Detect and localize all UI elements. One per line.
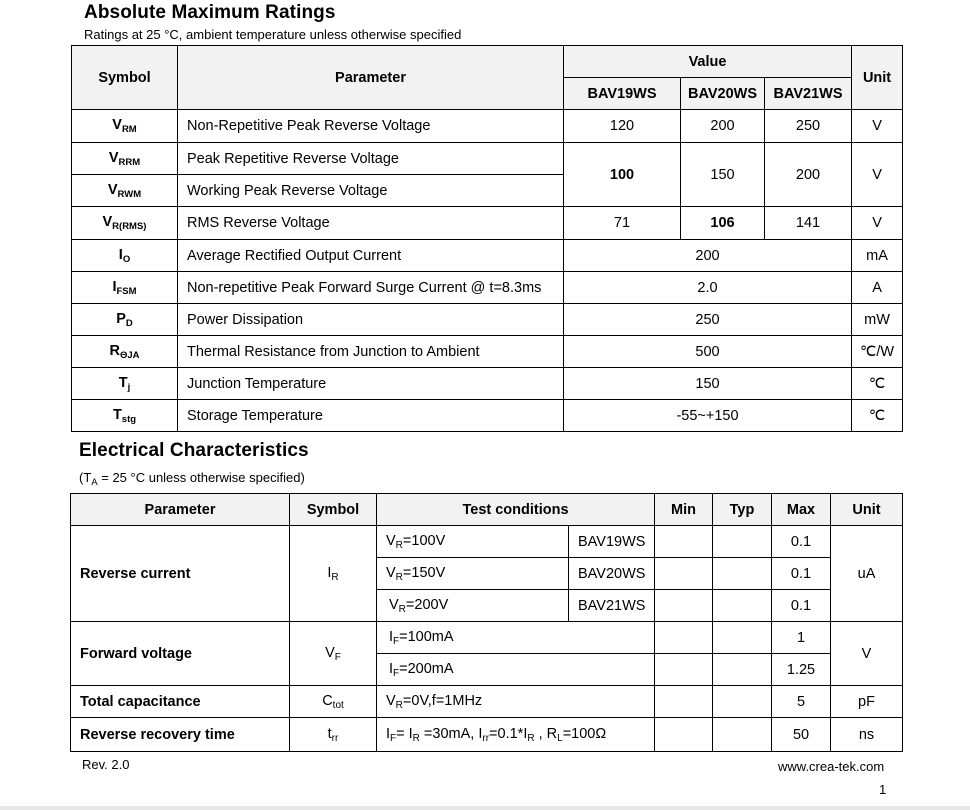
amr-header-variant: BAV19WS (564, 78, 681, 110)
ec-subtitle: ($T_A = 25$ °C unless otherwise specified) (79, 470, 305, 488)
value-cell: 250 (765, 110, 852, 143)
value-cell: 2.0 (564, 272, 852, 304)
parameter-cell: Power Dissipation (178, 304, 564, 336)
unit-cell: uA (831, 526, 903, 622)
condition-cell: $I_F= I_R =30mA$, $I_{rr}=0.1*I_R$ , $R_L=100\Omega$ (377, 718, 655, 752)
unit-cell: A (852, 272, 903, 304)
value-cell: 150 (681, 143, 765, 207)
symbol-cell: $V_F$ (290, 622, 377, 686)
ec-header-parameter: Parameter (71, 494, 290, 526)
unit-cell: V (852, 207, 903, 240)
amr-title: Absolute Maximum Ratings (84, 2, 336, 23)
parameter-cell: Forward voltage (71, 622, 290, 686)
amr-table (71, 45, 903, 432)
amr-header-symbol: Symbol (72, 46, 178, 110)
min-cell (655, 654, 713, 686)
symbol-cell: $V_{R(RMS)}$ (72, 207, 178, 240)
parameter-cell: Average Rectified Output Current (178, 240, 564, 272)
amr-row (72, 207, 903, 240)
value-cell: 100 (564, 143, 681, 207)
max-cell: 5 (772, 686, 831, 718)
unit-cell: ns (831, 718, 903, 752)
condition-cell: $V_R=0V,f=1MHz$ (377, 686, 655, 718)
typ-cell (713, 590, 772, 622)
condition-cell: $I_F=200mA$ (377, 654, 655, 686)
ec-row (71, 686, 903, 718)
page-bottom-border (0, 806, 970, 810)
ec-row (71, 718, 903, 752)
unit-cell: mA (852, 240, 903, 272)
parameter-cell: Thermal Resistance from Junction to Ambient (178, 336, 564, 368)
website-label: www.crea-tek.com (778, 759, 885, 774)
value-cell: 200 (564, 240, 852, 272)
ec-header-min: Min (655, 494, 713, 526)
value-cell: 71 (564, 207, 681, 240)
amr-header-variant: BAV20WS (681, 78, 765, 110)
ec-header-typ: Typ (713, 494, 772, 526)
min-cell (655, 622, 713, 654)
symbol-cell: $V_{RM}$ (72, 110, 178, 143)
typ-cell (713, 622, 772, 654)
value-cell: 200 (681, 110, 765, 143)
max-cell: 0.1 (772, 526, 831, 558)
parameter-cell: Peak Repetitive Reverse Voltage (178, 143, 564, 175)
ec-row (71, 622, 903, 654)
symbol-cell: $T_j$ (72, 368, 178, 400)
ec-header-max: Max (772, 494, 831, 526)
value-cell: 250 (564, 304, 852, 336)
amr-row (72, 304, 903, 336)
min-cell (655, 718, 713, 752)
parameter-cell: Non-Repetitive Peak Reverse Voltage (178, 110, 564, 143)
ec-table (70, 493, 903, 752)
parameter-cell: Reverse current (71, 526, 290, 622)
unit-cell: V (852, 110, 903, 143)
parameter-cell: Junction Temperature (178, 368, 564, 400)
min-cell (655, 526, 713, 558)
amr-row (72, 400, 903, 432)
unit-cell: ℃ (852, 400, 903, 432)
value-cell: 150 (564, 368, 852, 400)
ec-row (71, 526, 903, 558)
parameter-cell: Total capacitance (71, 686, 290, 718)
typ-cell (713, 686, 772, 718)
symbol-cell: $C_{tot}$ (290, 686, 377, 718)
parameter-cell: Non-repetitive Peak Forward Surge Current @ t=8.3ms (178, 272, 564, 304)
amr-header-value: Value (564, 46, 852, 78)
amr-row (72, 336, 903, 368)
min-cell (655, 686, 713, 718)
value-cell: -55~+150 (564, 400, 852, 432)
symbol-cell: $I_R$ (290, 526, 377, 622)
part-cell: BAV20WS (569, 558, 655, 590)
min-cell (655, 590, 713, 622)
unit-cell: ℃/W (852, 336, 903, 368)
value-cell: 141 (765, 207, 852, 240)
max-cell: 1.25 (772, 654, 831, 686)
typ-cell (713, 558, 772, 590)
amr-subtitle: Ratings at 25 °C, ambient temperature unless otherwise specified (84, 27, 462, 42)
unit-cell: pF (831, 686, 903, 718)
unit-cell: V (852, 143, 903, 207)
ec-title: Electrical Characteristics (79, 440, 309, 461)
part-cell: BAV21WS (569, 590, 655, 622)
symbol-cell: $V_{RRM}$ (72, 143, 178, 175)
amr-row (72, 368, 903, 400)
symbol-cell: $V_{RWM}$ (72, 175, 178, 207)
max-cell: 1 (772, 622, 831, 654)
amr-row (72, 272, 903, 304)
typ-cell (713, 718, 772, 752)
ec-header-test-conditions: Test conditions (377, 494, 655, 526)
page-number: 1 (879, 782, 887, 797)
condition-cell: $V_R=100V$ (377, 526, 569, 558)
value-cell: 500 (564, 336, 852, 368)
symbol-cell: $P_D$ (72, 304, 178, 336)
amr-header-variant: BAV21WS (765, 78, 852, 110)
parameter-cell: Storage Temperature (178, 400, 564, 432)
unit-cell: V (831, 622, 903, 686)
amr-row (72, 240, 903, 272)
part-cell: BAV19WS (569, 526, 655, 558)
amr-row (72, 143, 903, 175)
symbol-cell: $t_{rr}$ (290, 718, 377, 752)
value-cell: 200 (765, 143, 852, 207)
symbol-cell: $I_{FSM}$ (72, 272, 178, 304)
value-cell: 120 (564, 110, 681, 143)
amr-row (72, 110, 903, 143)
condition-cell: $V_R=200V$ (377, 590, 569, 622)
typ-cell (713, 526, 772, 558)
condition-cell: $I_F=100mA$ (377, 622, 655, 654)
ec-header-unit: Unit (831, 494, 903, 526)
max-cell: 0.1 (772, 558, 831, 590)
symbol-cell: $I_O$ (72, 240, 178, 272)
unit-cell: ℃ (852, 368, 903, 400)
parameter-cell: Reverse recovery time (71, 718, 290, 752)
unit-cell: mW (852, 304, 903, 336)
value-cell: 106 (681, 207, 765, 240)
max-cell: 50 (772, 718, 831, 752)
ec-header-symbol: Symbol (290, 494, 377, 526)
max-cell: 0.1 (772, 590, 831, 622)
parameter-cell: Working Peak Reverse Voltage (178, 175, 564, 207)
amr-header-parameter: Parameter (178, 46, 564, 110)
symbol-cell: $R_{\Theta JA}$ (72, 336, 178, 368)
amr-header-unit: Unit (852, 46, 903, 110)
revision-label: Rev. 2.0 (82, 757, 130, 772)
min-cell (655, 558, 713, 590)
condition-cell: $V_R=150V$ (377, 558, 569, 590)
typ-cell (713, 654, 772, 686)
symbol-cell: $T_{stg}$ (72, 400, 178, 432)
parameter-cell: RMS Reverse Voltage (178, 207, 564, 240)
